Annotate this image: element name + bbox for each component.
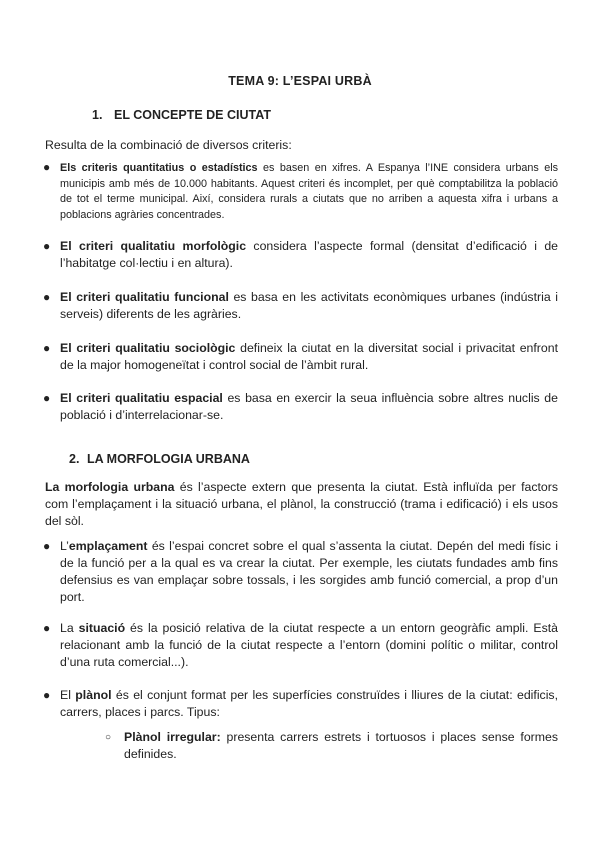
section-2-intro: La morfologia urbana és l’aspecte extern que presenta la ciutat. Està influïda per factors com l’emplaçament i la situació urbana, el plànol, la construcció (trama i edificació) i els usos del sòl. [45, 480, 559, 528]
section-2-number: 2. [69, 452, 80, 466]
list-item: ● La situació és la posició relativa de la ciutat respecte a un entorn geogràfic ampli. Està relacionant amb la funció de la ciutat respecte a l’entorn (domini polític o militar, control d’una ruta comercial...). [43, 621, 558, 669]
bullet-icon: ● [43, 341, 51, 355]
bullet-icon: ● [43, 290, 51, 304]
bullet-icon: ● [43, 621, 51, 635]
section-1-heading [92, 108, 271, 122]
list-item: ● El plànol és el conjunt format per les superfícies construïdes i lliures de la ciutat: edificis, carrers, places i parcs. Tipus: [43, 688, 558, 719]
section-2-heading [69, 452, 250, 466]
list-item: ● Els criteris quantitatius o estadístics es basen en xifres. A Espanya l’INE considera urbans els municipis amb més de 10.000 habitants. Aquest criteri és incomplet, per què comptabilitza la població de tot el terme municipal. Així, considera rurals a ciutats que no arriben a aquesta xifra i urbans a poblacions agràries concentrades. [43, 160, 559, 221]
list-item: ● El criteri qualitatiu funcional es basa en les activitats econòmiques urbanes (indústria i serveis) diferents de les agràries. [43, 290, 558, 321]
bullet-icon: ● [43, 391, 51, 405]
bullet-icon: ● [43, 688, 51, 702]
bullet-icon: ● [43, 160, 51, 174]
section-1-intro: Resulta de la combinació de diversos criteris: [45, 138, 292, 152]
list-item: ● El criteri qualitatiu espacial es basa en exercir la seua influència sobre altres nuclis de població i d’interrelacionar-se. [43, 391, 558, 422]
bullet-icon: ● [43, 239, 51, 253]
section-2-title: LA MORFOLOGIA URBANA [87, 452, 250, 466]
hollow-bullet-icon: ○ [105, 732, 112, 743]
bullet-icon: ● [43, 539, 51, 553]
document-title: TEMA 9: L’ESPAI URBÀ [228, 74, 372, 88]
list-item: ● El criteri qualitatiu sociològic defineix la ciutat en la diversitat social i privacitat enfront de la major homogeneïtat i control social de l’àmbit rural. [43, 341, 558, 372]
sub-list-item: ○ Plànol irregular: presenta carrers estrets i tortuosos i places sense formes definides. [105, 730, 558, 761]
list-item: ● L’emplaçament és l’espai concret sobre el qual s’assenta la ciutat. Depén del medi físic i de la funció per a la qual es va crear la ciutat. Per exemple, les ciutats fundades amb fins defensius es van emplaçar sobre tossals, i les sorgides amb funció comercial, a prop d’un port. [43, 539, 558, 604]
section-1-number: 1. [92, 108, 103, 122]
list-item: ● El criteri qualitatiu morfològic considera l’aspecte formal (densitat d’edificació i de l’habitatge col·lectiu i en altura). [43, 239, 558, 270]
section-1-title: EL CONCEPTE DE CIUTAT [114, 108, 271, 122]
